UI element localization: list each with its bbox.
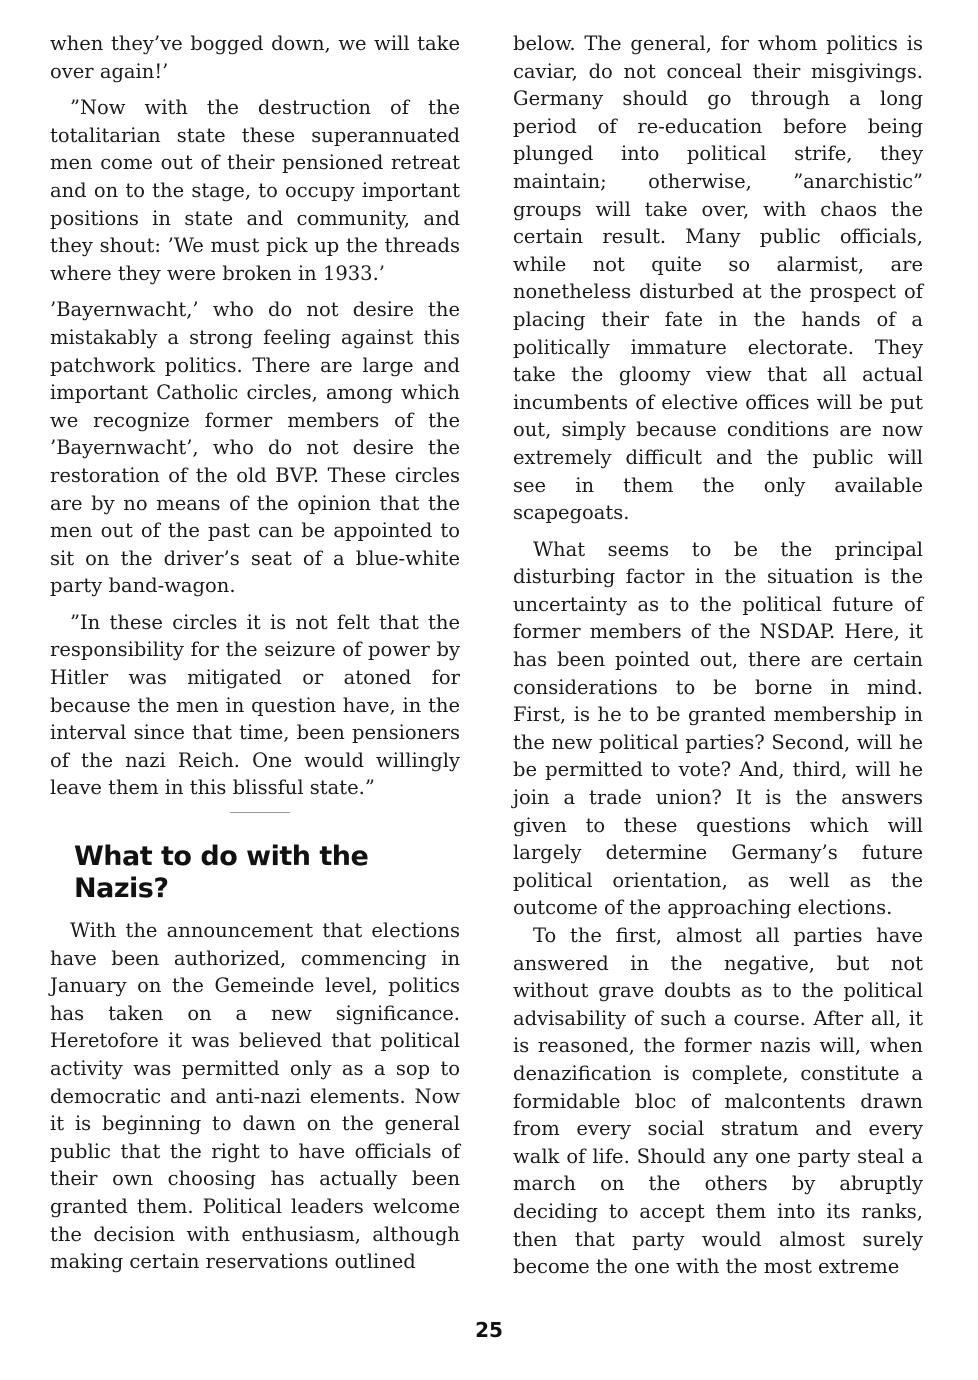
paragraph: ’Bayernwacht,’ who do not desire the mistakably a strong feeling against this patchwork politics. There are large and important Catholic circles, among which we recognize former members of the ’Bayernwacht’, who do not desire the restoration of the old BVP. These circles are by no means of the opinion that the men out of the past can be appointed to sit on the driver’s seat of a blue-white party band-wagon. [50,298,460,598]
paragraph: ”In these circles it is not felt that the responsibility for the seizure of power by Hitler was mitigated or atoned for because the men in question have, in the interval since that time, been pensioners of the nazi Reich. One would willingly leave them in this blissful state.” [50,610,460,800]
section-heading: What to do with the Nazis? [74,841,369,905]
paragraph: To the first, almost all parties have answered in the negative, but not without grave doubts as to the political advisability of such a course. After all, it is reasoned, the former nazis will, when denazification is complete, constitute a formidable bloc of malcontents drawn from every social stratum and every walk of life. Should any one party steal a march on the others by abruptly deciding to accept them into its ranks, then that party would almost surely become the one with the most extreme [513,924,923,1279]
section-divider [230,812,290,813]
paragraph: when they’ve bogged down, we will take over again!’ [50,32,460,83]
paragraph: below. The general, for whom politics is caviar, do not conceal their misgivings. Germany should go through a long period of re-education before being plunged into political strife, they maintain; otherwise, ”anarchistic” groups will take over, with chaos the certain result. Many public officials, while not quite so alarmist, are nonetheless disturbed at the prospect of placing their fate in the hands of a politically immature electorate. They take the gloomy view that all actual incumbents of elective offices will be put out, simply because conditions are now extremely difficult and the public will see in them the only available scapegoats. [513,32,923,525]
left-column [50,30,460,1276]
page-number: 25 [475,1318,503,1342]
paragraph: With the announcement that elections have been authorized, commencing in January on the Gemeinde level, politics has taken on a new significance. Heretofore it was believed that political activity was permitted only as a sop to democratic and anti-nazi elements. Now it is beginning to dawn on the general public that the right to have officials of their own choosing has actually been granted them. Political leaders welcome the decision with enthusiasm, although making certain reservations outlined [50,919,460,1274]
paragraph: What seems to be the principal disturbing factor in the situation is the uncertainty as to the political future of former members of the NSDAP. Here, it has been pointed out, there are certain considerations to be borne in mind. First, is he to be granted membership in the new political parties? Second, will he be permitted to vote? And, third, will he join a trade union? It is the answers given to these questions which will largely determine Germany’s future political orientation, as well as the outcome of the approaching elections. [513,537,923,920]
paragraph: ”Now with the destruction of the totalitarian state these superannuated men come out of their pensioned retreat and on to the stage, to occupy important positions in state and community, and they shout: ’We must pick up the threads where they were broken in 1933.’ [50,96,460,285]
right-column [513,30,923,1281]
